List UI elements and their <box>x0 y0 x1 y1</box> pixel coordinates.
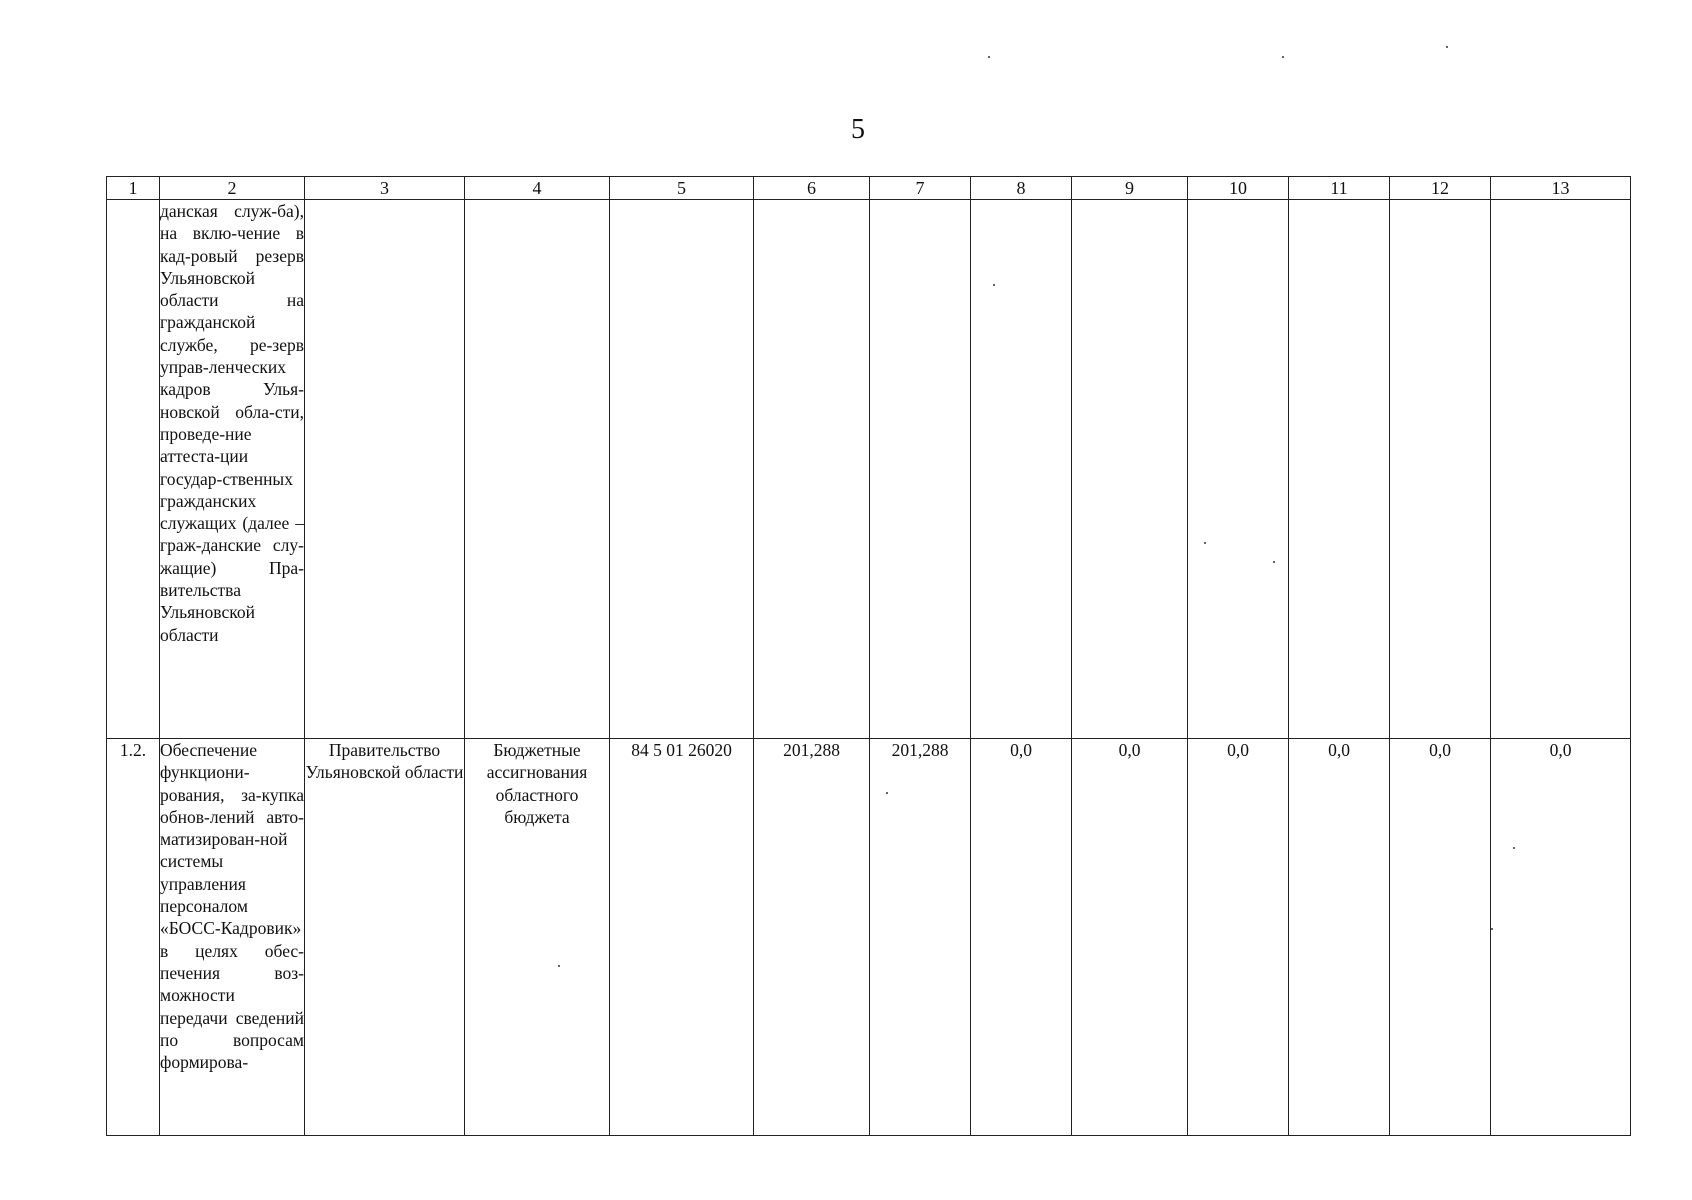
column-header: 12 <box>1390 177 1491 200</box>
amount-col9 <box>1072 200 1188 739</box>
scan-speck <box>886 792 888 794</box>
column-header: 6 <box>754 177 870 200</box>
scan-speck <box>1282 56 1284 58</box>
amount-col12 <box>1390 200 1491 739</box>
amount-col13: 0,0 <box>1491 739 1631 1136</box>
amount-col6 <box>754 200 870 739</box>
scan-speck <box>1491 928 1493 930</box>
row-number: 1.2. <box>107 739 160 1136</box>
amount-col6: 201,288 <box>754 739 870 1136</box>
amount-col13 <box>1491 200 1631 739</box>
executor: Правительство Ульяновской области <box>305 739 465 1136</box>
amount-col7 <box>870 200 971 739</box>
scan-speck <box>993 284 995 286</box>
column-header: 10 <box>1188 177 1289 200</box>
scan-speck <box>988 56 990 58</box>
scan-speck <box>1513 847 1515 849</box>
executor <box>305 200 465 739</box>
amount-col10 <box>1188 200 1289 739</box>
amount-col11 <box>1289 200 1390 739</box>
budget-code <box>610 200 754 739</box>
row-number <box>107 200 160 739</box>
column-header: 5 <box>610 177 754 200</box>
scan-speck <box>1446 46 1448 48</box>
amount-col8: 0,0 <box>971 739 1072 1136</box>
column-header: 1 <box>107 177 160 200</box>
table-row <box>107 200 1631 739</box>
funding-source: Бюджетные ассигнования областного бюджета <box>465 739 610 1136</box>
column-header: 13 <box>1491 177 1631 200</box>
column-header: 3 <box>305 177 465 200</box>
amount-col12: 0,0 <box>1390 739 1491 1136</box>
table-header-row <box>107 177 1631 200</box>
funding-source <box>465 200 610 739</box>
budget-code: 84 5 01 26020 <box>610 739 754 1136</box>
event-name: Обеспечение функциони-рования, за-купка обнов-лений авто-матизирован-ной системы управления персоналом «БОСС-Кадровик» в целях обес-печения воз-можности передачи сведений по вопросам формирова- <box>160 739 305 1136</box>
scan-speck <box>558 965 560 967</box>
column-header: 11 <box>1289 177 1390 200</box>
budget-table <box>106 176 1631 1136</box>
scan-speck <box>1204 542 1206 544</box>
amount-col7: 201,288 <box>870 739 971 1136</box>
column-header: 2 <box>160 177 305 200</box>
amount-col8 <box>971 200 1072 739</box>
column-header: 8 <box>971 177 1072 200</box>
column-header: 7 <box>870 177 971 200</box>
event-name: данская служ-ба), на вклю-чение в кад-ровый резерв Ульяновской области на гражданской службе, ре-зерв управ-ленческих кадров Улья-новской обла-сти, проведе-ние аттеста-ции государ-ственных гражданских служащих (далее – граж-данские слу-жащие) Пра-вительства Ульяновской области <box>160 200 305 739</box>
column-header: 9 <box>1072 177 1188 200</box>
amount-col9: 0,0 <box>1072 739 1188 1136</box>
column-header: 4 <box>465 177 610 200</box>
table-row <box>107 739 1631 1136</box>
scan-speck <box>1273 561 1275 563</box>
amount-col10: 0,0 <box>1188 739 1289 1136</box>
page-number: 5 <box>851 114 865 145</box>
amount-col11: 0,0 <box>1289 739 1390 1136</box>
